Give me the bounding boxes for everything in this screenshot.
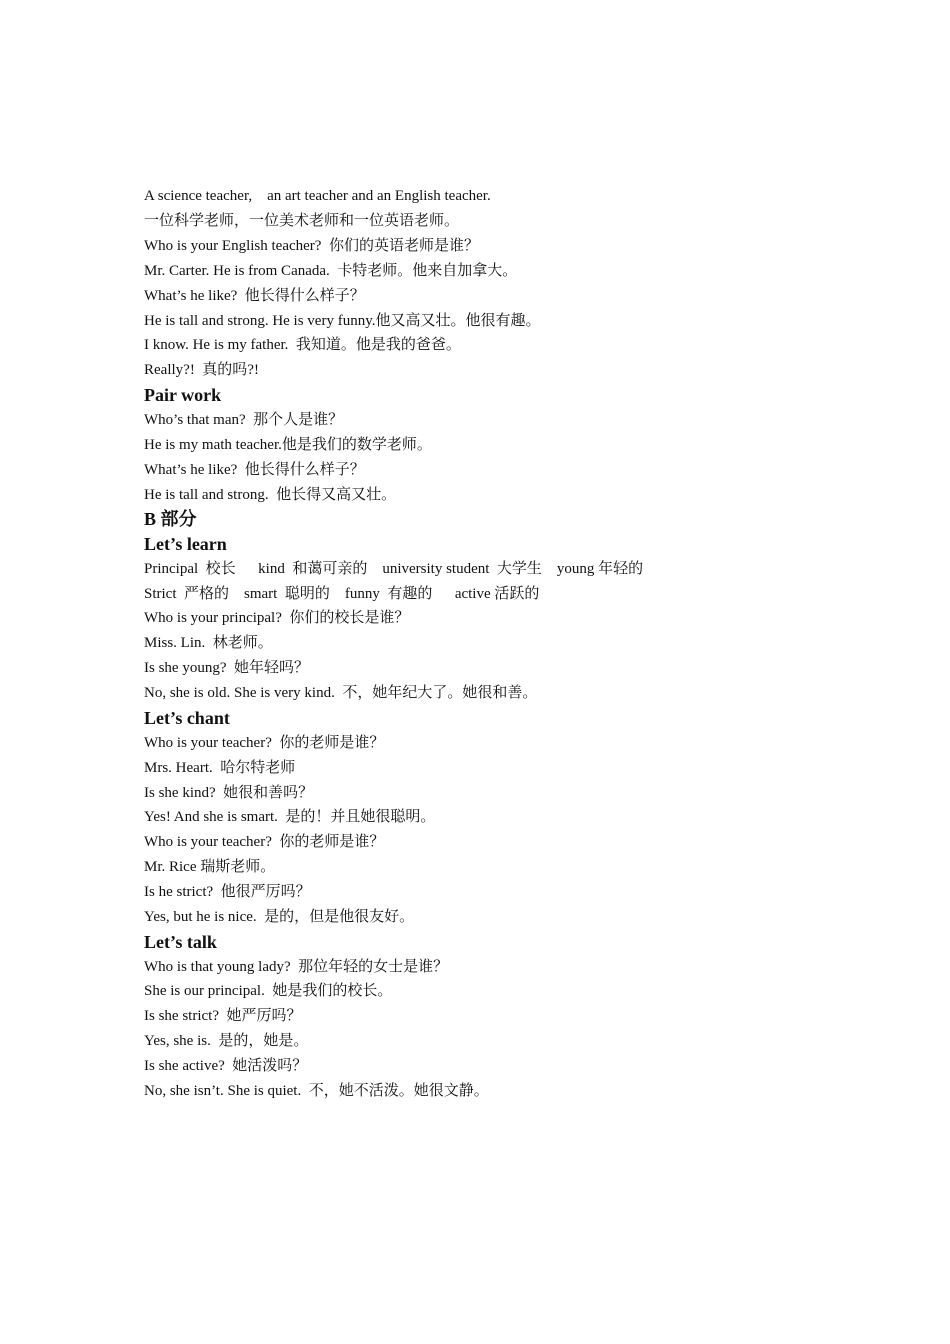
- text-line: Mr. Rice 瑞斯老师。: [144, 859, 276, 876]
- text-line: Who’s that man? 那个人是谁？: [144, 411, 344, 428]
- text-line: He is tall and strong. He is very funny.他又高又壮。他很有趣。: [144, 312, 541, 329]
- text-line: Mrs. Heart. 哈尔特老师: [144, 759, 296, 776]
- text-line: She is our principal. 她是我们的校长。: [144, 983, 393, 1000]
- text-line: Yes, she is. 是的，她是。: [144, 1033, 309, 1050]
- text-line: What’s he like? 他长得什么样子？: [144, 461, 365, 478]
- section-heading-lets-chant: Let’s chant: [144, 708, 230, 729]
- text-line: I know. He is my father. 我知道。他是我的爸爸。: [144, 337, 461, 354]
- text-line: Is he strict? 他很严厉吗？: [144, 884, 311, 901]
- section-heading-part-b: B 部分: [144, 509, 197, 530]
- text-line: Is she strict? 她严厉吗？: [144, 1008, 302, 1025]
- section-heading-lets-talk: Let’s talk: [144, 931, 217, 952]
- text-line: No, she is old. She is very kind. 不，她年纪大了。她很和善。: [144, 685, 538, 702]
- text-line: He is tall and strong. 他长得又高又壮。: [144, 486, 397, 503]
- text-line: What’s he like? 他长得什么样子？: [144, 287, 365, 304]
- text-line: Mr. Carter. He is from Canada. 卡特老师。他来自加拿大。: [144, 262, 518, 279]
- text-line: 一位科学老师，一位美术老师和一位英语老师。: [144, 212, 460, 229]
- vocabulary-line: Strict 严格的 smart 聪明的 funny 有趣的 active 活跃的: [144, 585, 540, 602]
- document-page: [144, 184, 844, 1104]
- section-heading-lets-learn: Let’s learn: [144, 534, 227, 555]
- text-line: Who is your principal? 你们的校长是谁？: [144, 610, 410, 627]
- text-line: Who is your English teacher? 你们的英语老师是谁？: [144, 237, 479, 254]
- text-line: Yes! And she is smart. 是的！并且她很聪明。: [144, 809, 436, 826]
- text-line: Is she active? 她活泼吗？: [144, 1058, 308, 1075]
- text-line: Who is your teacher? 你的老师是谁？: [144, 734, 385, 751]
- text-line: Really?! 真的吗?!: [144, 362, 259, 379]
- text-line: No, she isn’t. She is quiet. 不，她不活泼。她很文静。: [144, 1083, 489, 1100]
- text-line: Is she young? 她年轻吗？: [144, 660, 309, 677]
- text-line: Is she kind? 她很和善吗？: [144, 784, 314, 801]
- text-line: Who is that young lady? 那位年轻的女士是谁？: [144, 958, 449, 975]
- vocabulary-line: Principal 校长 kind 和蔼可亲的 university student 大学生 young 年轻的: [144, 560, 644, 577]
- text-line: Miss. Lin. 林老师。: [144, 635, 273, 652]
- text-line: He is my math teacher.他是我们的数学老师。: [144, 436, 432, 453]
- text-line: Yes, but he is nice. 是的，但是他很友好。: [144, 909, 415, 926]
- section-heading-pair-work: Pair work: [144, 385, 222, 406]
- text-line: Who is your teacher? 你的老师是谁？: [144, 834, 385, 851]
- text-line: A science teacher, an art teacher and an English teacher.: [144, 188, 491, 204]
